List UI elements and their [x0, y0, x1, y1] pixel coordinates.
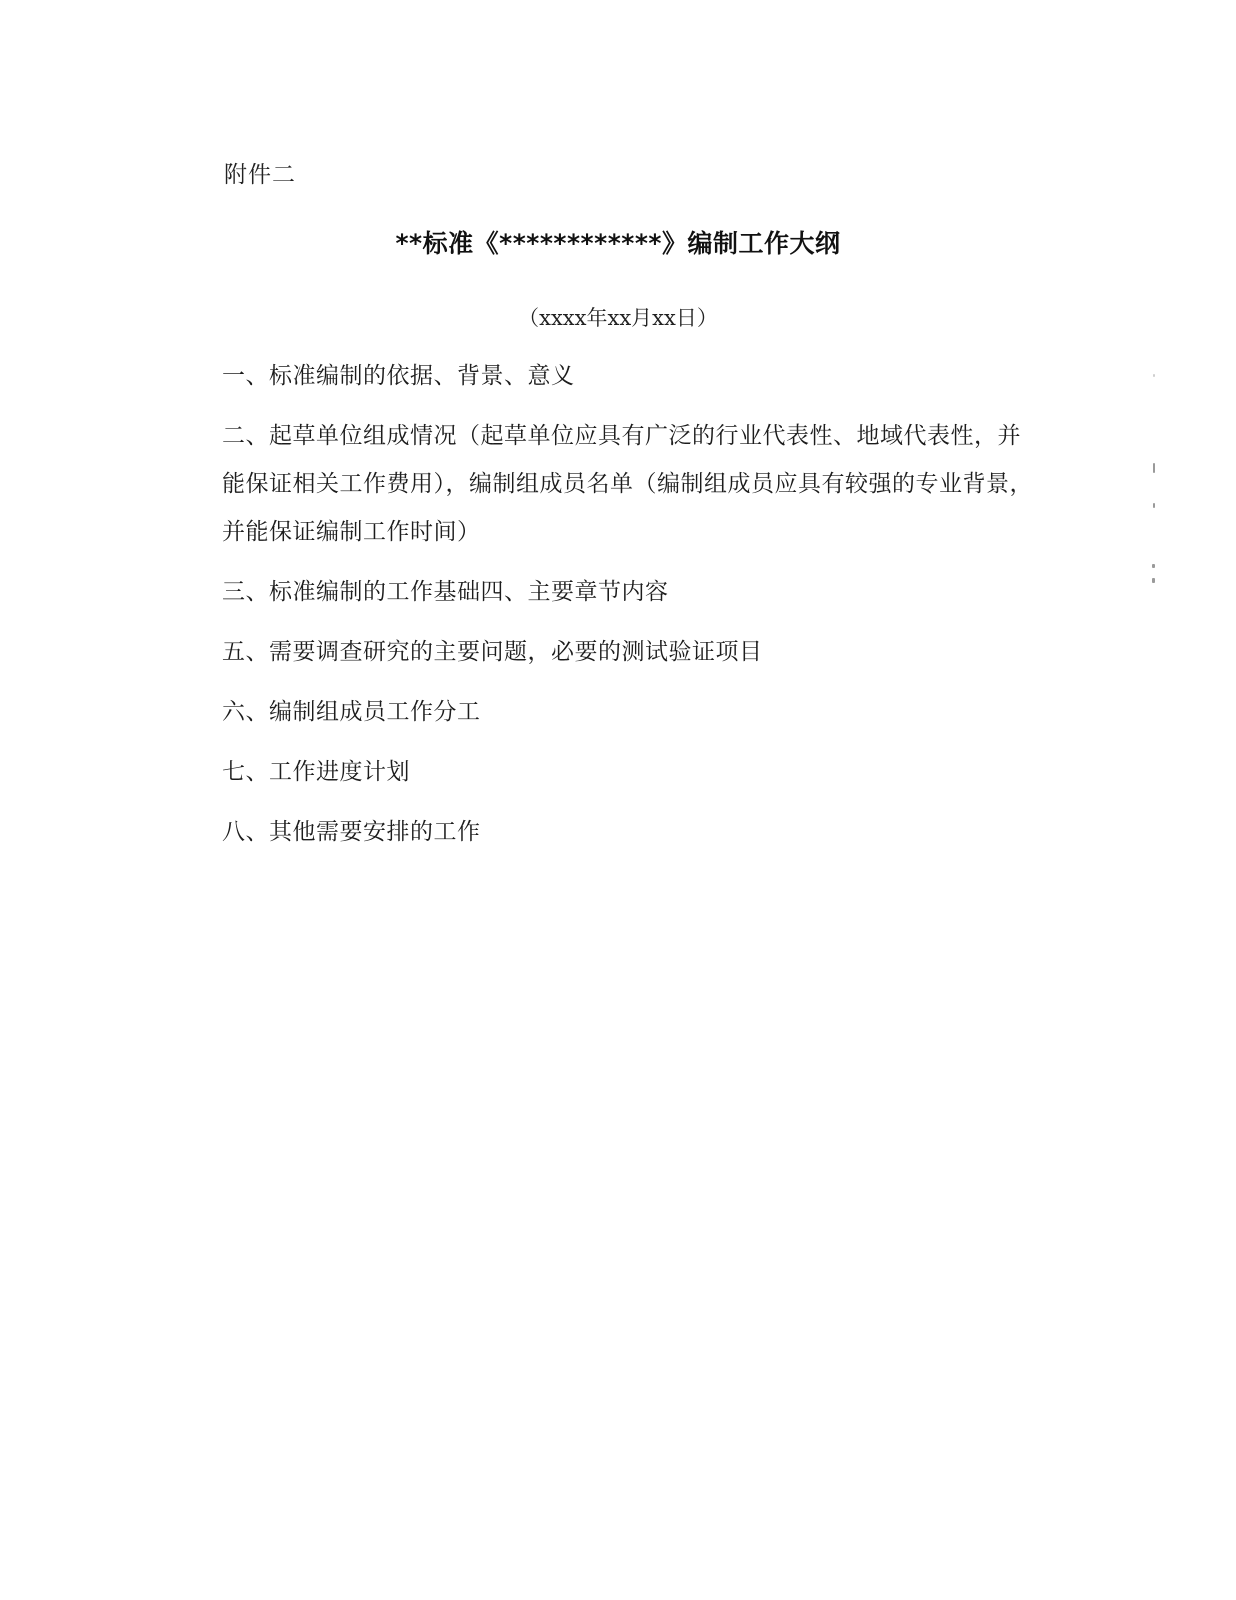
- outline-item-6: 七、工作进度计划: [222, 759, 410, 785]
- outline-item-5: 六、编制组成员工作分工: [222, 699, 481, 725]
- document-date: （xxxx年xx月xx日）: [518, 306, 718, 330]
- outline-list: [222, 352, 1042, 868]
- scan-artifact: [1152, 578, 1155, 583]
- outline-item-3: 三、标准编制的工作基础四、主要章节内容: [222, 579, 669, 605]
- outline-item-1: 一、标准编制的依据、背景、意义: [222, 363, 575, 389]
- outline-item-2: 二、起草单位组成情况（起草单位应具有广泛的行业代表性、地域代表性，并能保证相关工作费用），编制组成员名单（编制组成员应具有较强的专业背景，并能保证编制工作时间）: [222, 423, 1033, 545]
- outline-item-4: 五、需要调查研究的主要问题，必要的测试验证项目: [222, 639, 763, 665]
- scan-artifact: [1153, 374, 1155, 377]
- scan-artifact: [1153, 463, 1155, 473]
- document-title: **标准《************》编制工作大纲: [395, 229, 841, 258]
- scan-artifact: [1153, 503, 1155, 508]
- scan-artifact: [1152, 564, 1155, 568]
- outline-item-7: 八、其他需要安排的工作: [222, 819, 481, 845]
- attachment-label: 附件二: [224, 162, 296, 188]
